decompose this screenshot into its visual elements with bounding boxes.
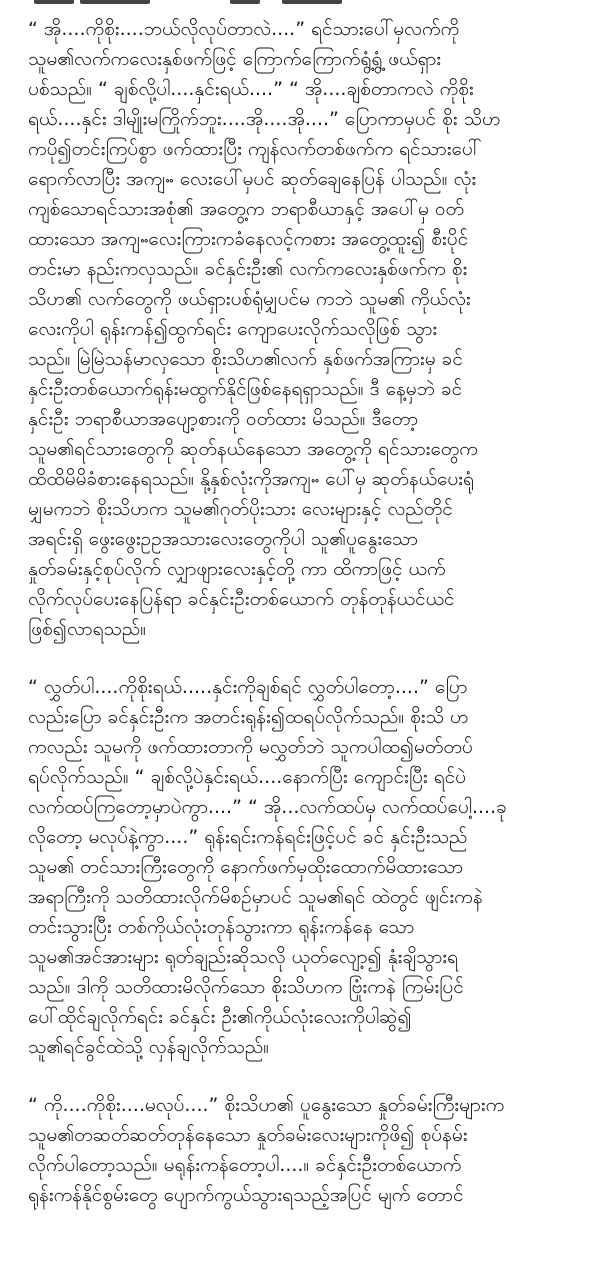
text-line: နှင်းဦး ဘရာစီယာအပျော့စားကို ဝတ်ထား မိသည်။ ဒီတော့ xyxy=(28,408,419,430)
text-line: အရာကြီးကို သတိထားလိုက်မိစဉ်မှာပင် သူမ၏ရင် ထဲတွင် ဖျင်းကနဲ xyxy=(28,886,483,908)
paragraph xyxy=(28,672,584,1062)
text-line: အရင်းရှိ ဖွေးဖွေးဥဥအသားလေးတွေကိုပါ သူ၏ပူနွေးသော xyxy=(28,528,418,550)
text-line: သည်။ ဒါကို သတိထားမိလိုက်သော စိုးသိဟက ဗြုံးကနဲ ကြမ်းပြင် xyxy=(28,976,464,998)
text-line: ဖြစ်၍လာရသည်။ xyxy=(28,618,146,640)
text-line: “ လွှတ်ပါ....ကိုစိုးရယ်.....နှင်းကိုချစ်ရင် လွှတ်ပါတော့....” ပြော xyxy=(28,676,468,698)
text-line: သူမ၏အင်အားများ ရုတ်ချည်းဆိုသလို ယုတ်လျော့၍ နုံးချိသွားရ xyxy=(28,946,459,968)
text-line: ထားသော အကျႌလေးကြားကခံနေလင့်ကစား အတွေ့ထူး၍ စီးပိုင် xyxy=(28,228,469,250)
text-line: နှုတ်ခမ်းနှင့်စုပ်လိုက် လျှာဖျားလေးနှင့်တို့ ကာ ထိကာဖြင့် ယက် xyxy=(28,558,446,580)
text-line: “ ကို....ကိုစိုး....မလုပ်....” စိုးသိဟ၏ ပူနွေးသော နှုတ်ခမ်းကြီးများက xyxy=(28,1094,505,1116)
text-line: မျှမကဘဲ စိုးသိဟက သူမ၏ဂုတ်ပိုးသား လေးများနှင့် လည်တိုင် xyxy=(28,498,453,520)
text-line: လိုက်လုပ်ပေးနေပြန်ရာ ခင်နှင်းဦးတစ်ယောက် တုန်တုန်ယင်ယင် xyxy=(28,588,455,610)
text-line: သူမ၏ တင်သားကြီးတွေကို နောက်ဖက်မှထိုးထောက်မိထားသော xyxy=(28,856,464,878)
status-bar-fragment xyxy=(230,0,260,4)
status-bar-fragment xyxy=(34,0,74,4)
text-line: သူမ၏တဆတ်ဆတ်တုန်နေသော နှုတ်ခမ်းလေးများကိုဖိ၍ စုပ်နမ်း xyxy=(28,1124,468,1146)
text-line: ကျစ်သောရင်သားအစုံ၏ အတွေ့က ဘရာစီယာနှင့် အပေါ်မှ ဝတ် xyxy=(28,198,465,220)
text-line: လည်းပြော ခင်နှင်းဦးက အတင်းရုန်း၍ထရပ်လိုက်သည်။ စိုးသိ ဟ xyxy=(28,706,469,728)
article-body xyxy=(28,14,584,1238)
paragraph xyxy=(28,1090,584,1210)
text-line: တင်းသွားပြီး တစ်ကိုယ်လုံးတုန်သွားကာ ရုန်းကန်နေ သော xyxy=(28,916,415,938)
status-bar-fragment xyxy=(282,0,342,4)
text-line: ရုန်းကန်နိုင်စွမ်းတွေ ပျောက်ကွယ်သွားရသည့်အပြင် မျက် တောင် xyxy=(28,1184,464,1206)
text-line: လက်ထပ်ကြတော့မှာပဲကွာ....” “ အို...လက်ထပ်မှ လက်ထပ်ပေါ့....ခု xyxy=(28,796,507,818)
paragraph xyxy=(28,14,584,644)
text-line: ပေါ်ထိုင်ချလိုက်ရင်း ခင်နှင်း ဦး၏ကိုယ်လုံးလေးကိုပါဆွဲ၍ xyxy=(28,1006,412,1028)
text-line: ရောက်လာပြီး အကျႌ လေးပေါ်မှပင် ဆုတ်ချေနေပြန် ပါသည်။ လုံး xyxy=(28,168,477,190)
text-line: သူမ၏ရင်သားတွေကို ဆုတ်နယ်နေသော အတွေ့ကို ရင်သားတွေက xyxy=(28,438,478,460)
text-line: ရယ်....နှင်း ဒါမျိုးမကြိုက်ဘူး....အို....အို....” ပြောကာမှပင် စိုး သိဟ xyxy=(28,108,501,130)
cropped-status-bar xyxy=(0,0,602,8)
status-bar-fragment xyxy=(80,0,150,4)
text-line: ထိထိမိမိခံစားနေရသည်။ နို့နှစ်လုံးကိုအကျႌ ပေါ်မှ ဆုတ်နယ်ပေးရုံ xyxy=(28,468,474,490)
text-line: လိုက်ပါတော့သည်။ မရုန်းကန်တော့ပါ....။ ခင်နှင်းဦးတစ်ယောက် xyxy=(28,1154,462,1176)
text-line: သူမ၏လက်ကလေးနှစ်ဖက်ဖြင့် ကြောက်ကြောက်ရွံ့ရွံ့ ဖယ်ရှား xyxy=(28,48,442,70)
text-line: နှင်းဦးတစ်ယောက်ရုန်းမထွက်နိုင်ဖြစ်နေရရှာသည်။ ဒီ နေ့မှဘဲ ခင် xyxy=(28,378,463,400)
text-line: ကလည်း သူမကို ဖက်ထားတာကို မလွှတ်ဘဲ သူကပါထ၍မတ်တပ် xyxy=(28,736,473,758)
text-line: လေးကိုပါ ရုန်းကန်၍ထွက်ရင်း ကျောပေးလိုက်သလိုဖြစ် သွား xyxy=(28,318,438,340)
text-line: လိုတော့ မလုပ်နဲ့ကွာ....” ရုန်းရင်းကန်ရင်းဖြင့်ပင် ခင် နှင်းဦးသည် xyxy=(28,826,468,848)
text-line: သိဟ၏ လက်တွေကို ဖယ်ရှားပစ်ရုံမျှပင်မ ကဘဲ သူမ၏ ကိုယ်လုံး xyxy=(28,288,471,310)
text-line: ရပ်လိုက်သည်။ “ ချစ်လို့ပဲနှင်းရယ်....နောက်ပြီး ကျောင်းပြီး ရင်ပဲ xyxy=(28,766,466,788)
text-line: တင်းမာ နည်းကလှသည်။ ခင်နှင်းဦး၏ လက်ကလေးနှစ်ဖက်က စိုး xyxy=(28,258,468,280)
text-line: ပစ်သည်။ “ ချစ်လို့ပါ....နှင်းရယ်....” “ အို....ချစ်တာကလဲ ကိုစိုး xyxy=(28,78,474,100)
text-line: သူ၏ရင်ခွင်ထဲသို့ လှန်ချလိုက်သည်။ xyxy=(28,1036,269,1058)
text-line: ကပို၍တင်းကြပ်စွာ ဖက်ထားပြီး ကျန်လက်တစ်ဖက်က ရင်သားပေါ် xyxy=(28,138,482,160)
text-line: “ အို....ကိုစိုး....ဘယ်လိုလုပ်တာလဲ....” ရင်သားပေါ်မှလက်ကို xyxy=(28,18,460,40)
text-line: သည်။ မြဲမြဲသန်မာလှသော စိုးသိဟ၏လက် နှစ်ဖက်အကြားမှ ခင် xyxy=(28,348,463,370)
